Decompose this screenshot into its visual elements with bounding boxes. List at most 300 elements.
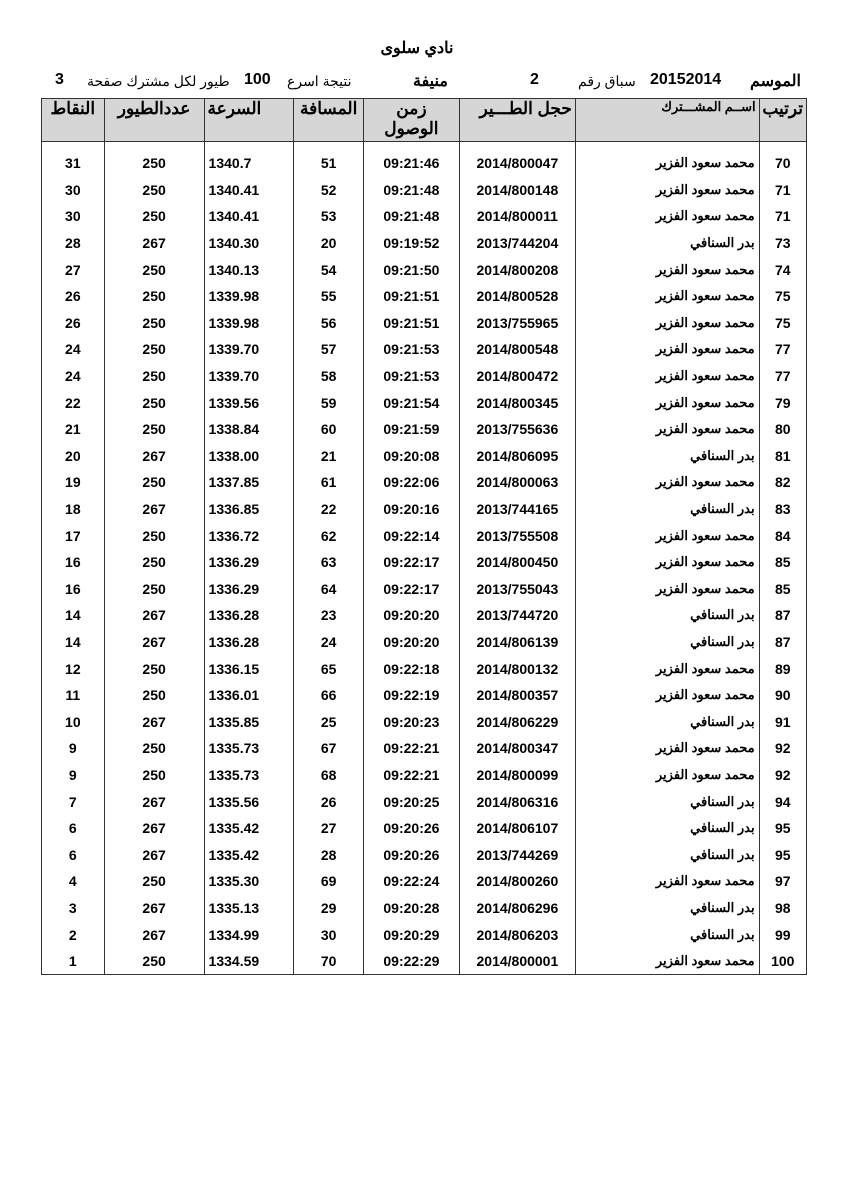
cell-rank: 74 — [759, 256, 806, 283]
cell-points: 12 — [42, 655, 105, 682]
cell-name: محمد سعود الفزير — [575, 762, 759, 789]
cell-birds: 267 — [104, 788, 204, 815]
cell-time: 09:22:17 — [363, 549, 459, 576]
cell-speed: 1335.73 — [204, 735, 294, 762]
cell-name: بدر السنافي — [575, 443, 759, 470]
cell-speed: 1336.29 — [204, 549, 294, 576]
cell-name: محمد سعود الفزير — [575, 948, 759, 975]
cell-ring: 2014/806095 — [459, 443, 575, 470]
cell-name: محمد سعود الفزير — [575, 655, 759, 682]
cell-points: 10 — [42, 708, 105, 735]
cell-rank: 97 — [759, 868, 806, 895]
cell-ring: 2014/800148 — [459, 177, 575, 204]
cell-points: 6 — [42, 841, 105, 868]
cell-name: محمد سعود الفزير — [575, 522, 759, 549]
cell-birds: 250 — [104, 416, 204, 443]
cell-time: 09:21:48 — [363, 177, 459, 204]
table-row — [42, 416, 807, 443]
cell-name: محمد سعود الفزير — [575, 549, 759, 576]
table-row — [42, 496, 807, 523]
cell-speed: 1336.15 — [204, 655, 294, 682]
cell-name: محمد سعود الفزير — [575, 576, 759, 603]
cell-points: 3 — [42, 895, 105, 922]
cell-name: بدر السنافي — [575, 788, 759, 815]
cell-distance: 61 — [294, 469, 364, 496]
cell-ring: 2014/800347 — [459, 735, 575, 762]
cell-ring: 2014/800528 — [459, 283, 575, 310]
table-row — [42, 868, 807, 895]
col-header-points: النقاط — [42, 99, 105, 142]
cell-time: 09:22:29 — [363, 948, 459, 975]
cell-birds: 250 — [104, 283, 204, 310]
cell-name: بدر السنافي — [575, 815, 759, 842]
cell-rank: 71 — [759, 203, 806, 230]
table-row — [42, 549, 807, 576]
cell-speed: 1339.56 — [204, 389, 294, 416]
cell-time: 09:19:52 — [363, 230, 459, 257]
cell-speed: 1336.01 — [204, 682, 294, 709]
cell-time: 09:20:26 — [363, 841, 459, 868]
cell-name: محمد سعود الفزير — [575, 868, 759, 895]
cell-ring: 2014/800063 — [459, 469, 575, 496]
cell-speed: 1339.98 — [204, 310, 294, 337]
cell-rank: 77 — [759, 336, 806, 363]
cell-rank: 95 — [759, 815, 806, 842]
table-row — [42, 762, 807, 789]
cell-time: 09:22:14 — [363, 522, 459, 549]
cell-speed: 1337.85 — [204, 469, 294, 496]
cell-name: محمد سعود الفزير — [575, 389, 759, 416]
cell-time: 09:20:20 — [363, 629, 459, 656]
cell-rank: 71 — [759, 177, 806, 204]
cell-distance: 27 — [294, 815, 364, 842]
cell-points: 11 — [42, 682, 105, 709]
cell-time: 09:20:28 — [363, 895, 459, 922]
cell-rank: 92 — [759, 735, 806, 762]
cell-speed: 1340.41 — [204, 177, 294, 204]
cell-speed: 1340.7 — [204, 150, 294, 177]
cell-birds: 267 — [104, 841, 204, 868]
cell-birds: 250 — [104, 549, 204, 576]
cell-ring: 2013/755043 — [459, 576, 575, 603]
cell-distance: 67 — [294, 735, 364, 762]
cell-distance: 29 — [294, 895, 364, 922]
cell-name: محمد سعود الفزير — [575, 469, 759, 496]
cell-name: بدر السنافي — [575, 602, 759, 629]
cell-birds: 250 — [104, 576, 204, 603]
table-row — [42, 921, 807, 948]
cell-speed: 1335.56 — [204, 788, 294, 815]
cell-name: محمد سعود الفزير — [575, 203, 759, 230]
cell-distance: 69 — [294, 868, 364, 895]
cell-ring: 2013/744204 — [459, 230, 575, 257]
cell-rank: 77 — [759, 363, 806, 390]
cell-distance: 52 — [294, 177, 364, 204]
cell-name: بدر السنافي — [575, 921, 759, 948]
cell-points: 19 — [42, 469, 105, 496]
cell-points: 2 — [42, 921, 105, 948]
cell-speed: 1336.85 — [204, 496, 294, 523]
cell-points: 28 — [42, 230, 105, 257]
cell-time: 09:22:21 — [363, 762, 459, 789]
cell-birds: 267 — [104, 496, 204, 523]
race-number: 2 — [530, 71, 539, 88]
cell-time: 09:20:29 — [363, 921, 459, 948]
cell-ring: 2013/755508 — [459, 522, 575, 549]
col-header-distance: المسافة — [294, 99, 364, 142]
table-row — [42, 150, 807, 177]
cell-distance: 25 — [294, 708, 364, 735]
season-label: الموسم — [750, 73, 801, 90]
cell-rank: 91 — [759, 708, 806, 735]
cell-birds: 267 — [104, 230, 204, 257]
table-row — [42, 815, 807, 842]
cell-distance: 65 — [294, 655, 364, 682]
cell-distance: 51 — [294, 150, 364, 177]
cell-speed: 1340.41 — [204, 203, 294, 230]
cell-birds: 250 — [104, 868, 204, 895]
season-value: 20152014 — [650, 71, 722, 88]
cell-speed: 1335.85 — [204, 708, 294, 735]
cell-speed: 1334.99 — [204, 921, 294, 948]
cell-name: محمد سعود الفزير — [575, 682, 759, 709]
col-header-time: زمن الوصول — [363, 99, 459, 142]
cell-speed: 1336.29 — [204, 576, 294, 603]
cell-time: 09:20:26 — [363, 815, 459, 842]
cell-ring: 2014/806316 — [459, 788, 575, 815]
cell-speed: 1336.28 — [204, 629, 294, 656]
cell-birds: 267 — [104, 921, 204, 948]
cell-time: 09:21:48 — [363, 203, 459, 230]
cell-name: محمد سعود الفزير — [575, 416, 759, 443]
cell-rank: 99 — [759, 921, 806, 948]
cell-birds: 267 — [104, 708, 204, 735]
cell-rank: 87 — [759, 629, 806, 656]
cell-rank: 100 — [759, 948, 806, 975]
cell-distance: 53 — [294, 203, 364, 230]
cell-points: 6 — [42, 815, 105, 842]
cell-birds: 250 — [104, 150, 204, 177]
cell-time: 09:21:51 — [363, 310, 459, 337]
cell-distance: 26 — [294, 788, 364, 815]
cell-distance: 56 — [294, 310, 364, 337]
cell-points: 24 — [42, 336, 105, 363]
cell-name: محمد سعود الفزير — [575, 336, 759, 363]
cell-rank: 92 — [759, 762, 806, 789]
table-row — [42, 735, 807, 762]
cell-ring: 2014/800001 — [459, 948, 575, 975]
race-location: منيفة — [413, 73, 448, 90]
cell-name: محمد سعود الفزير — [575, 150, 759, 177]
cell-birds: 250 — [104, 735, 204, 762]
club-title: نادي سلوى — [380, 40, 454, 57]
cell-points: 9 — [42, 735, 105, 762]
cell-time: 09:21:54 — [363, 389, 459, 416]
cell-points: 1 — [42, 948, 105, 975]
table-row — [42, 203, 807, 230]
cell-points: 30 — [42, 177, 105, 204]
cell-distance: 21 — [294, 443, 364, 470]
cell-speed: 1339.98 — [204, 283, 294, 310]
cell-time: 09:21:53 — [363, 336, 459, 363]
cell-name: محمد سعود الفزير — [575, 283, 759, 310]
table-row — [42, 576, 807, 603]
cell-speed: 1336.28 — [204, 602, 294, 629]
per-participant-label: طيور لكل مشترك صفحة — [87, 73, 230, 89]
table-row — [42, 443, 807, 470]
cell-rank: 85 — [759, 549, 806, 576]
cell-ring: 2013/744269 — [459, 841, 575, 868]
cell-rank: 75 — [759, 283, 806, 310]
cell-rank: 89 — [759, 655, 806, 682]
cell-time: 09:20:16 — [363, 496, 459, 523]
col-header-ring: حجل الطـــير — [459, 99, 575, 142]
col-header-name: اســم المشـــترك — [575, 99, 759, 142]
cell-distance: 63 — [294, 549, 364, 576]
cell-time: 09:21:50 — [363, 256, 459, 283]
cell-speed: 1334.59 — [204, 948, 294, 975]
table-row — [42, 682, 807, 709]
cell-distance: 59 — [294, 389, 364, 416]
cell-name: بدر السنافي — [575, 841, 759, 868]
cell-rank: 82 — [759, 469, 806, 496]
header-spacer — [42, 142, 807, 151]
cell-rank: 81 — [759, 443, 806, 470]
cell-points: 21 — [42, 416, 105, 443]
cell-distance: 23 — [294, 602, 364, 629]
table-row — [42, 602, 807, 629]
table-row — [42, 788, 807, 815]
cell-rank: 80 — [759, 416, 806, 443]
cell-distance: 28 — [294, 841, 364, 868]
cell-name: محمد سعود الفزير — [575, 363, 759, 390]
cell-rank: 94 — [759, 788, 806, 815]
cell-name: محمد سعود الفزير — [575, 310, 759, 337]
cell-name: بدر السنافي — [575, 496, 759, 523]
cell-birds: 250 — [104, 389, 204, 416]
table-row — [42, 522, 807, 549]
cell-points: 30 — [42, 203, 105, 230]
cell-distance: 30 — [294, 921, 364, 948]
cell-distance: 64 — [294, 576, 364, 603]
cell-ring: 2014/800208 — [459, 256, 575, 283]
cell-rank: 98 — [759, 895, 806, 922]
cell-birds: 250 — [104, 336, 204, 363]
table-row — [42, 256, 807, 283]
cell-ring: 2014/800132 — [459, 655, 575, 682]
cell-name: بدر السنافي — [575, 629, 759, 656]
table-header-row — [42, 99, 807, 142]
cell-time: 09:20:23 — [363, 708, 459, 735]
cell-time: 09:22:24 — [363, 868, 459, 895]
cell-name: بدر السنافي — [575, 708, 759, 735]
cell-rank: 90 — [759, 682, 806, 709]
cell-ring: 2014/800099 — [459, 762, 575, 789]
cell-points: 20 — [42, 443, 105, 470]
cell-points: 16 — [42, 549, 105, 576]
cell-rank: 83 — [759, 496, 806, 523]
cell-name: بدر السنافي — [575, 895, 759, 922]
cell-ring: 2014/800260 — [459, 868, 575, 895]
cell-name: محمد سعود الفزير — [575, 735, 759, 762]
cell-time: 09:22:21 — [363, 735, 459, 762]
cell-birds: 250 — [104, 762, 204, 789]
cell-distance: 24 — [294, 629, 364, 656]
cell-ring: 2014/806107 — [459, 815, 575, 842]
cell-points: 26 — [42, 283, 105, 310]
table-row — [42, 895, 807, 922]
cell-ring: 2014/800548 — [459, 336, 575, 363]
cell-birds: 250 — [104, 655, 204, 682]
cell-speed: 1339.70 — [204, 363, 294, 390]
table-row — [42, 310, 807, 337]
cell-speed: 1339.70 — [204, 336, 294, 363]
cell-ring: 2014/806229 — [459, 708, 575, 735]
cell-points: 22 — [42, 389, 105, 416]
table-row — [42, 948, 807, 975]
cell-speed: 1338.00 — [204, 443, 294, 470]
table-row — [42, 655, 807, 682]
cell-time: 09:21:51 — [363, 283, 459, 310]
cell-birds: 250 — [104, 203, 204, 230]
cell-birds: 250 — [104, 256, 204, 283]
col-header-birds: عددالطيور — [104, 99, 204, 142]
cell-ring: 2013/744165 — [459, 496, 575, 523]
cell-points: 16 — [42, 576, 105, 603]
race-label: سباق رقم — [578, 73, 636, 89]
result-count: 100 — [244, 71, 271, 88]
results-table — [41, 98, 807, 975]
cell-rank: 85 — [759, 576, 806, 603]
cell-birds: 267 — [104, 443, 204, 470]
cell-name: بدر السنافي — [575, 230, 759, 257]
cell-distance: 60 — [294, 416, 364, 443]
table-row — [42, 230, 807, 257]
cell-time: 09:21:53 — [363, 363, 459, 390]
cell-time: 09:21:46 — [363, 150, 459, 177]
cell-ring: 2013/744720 — [459, 602, 575, 629]
cell-speed: 1335.13 — [204, 895, 294, 922]
cell-distance: 55 — [294, 283, 364, 310]
cell-ring: 2014/800047 — [459, 150, 575, 177]
cell-ring: 2014/800450 — [459, 549, 575, 576]
cell-rank: 95 — [759, 841, 806, 868]
table-row — [42, 841, 807, 868]
table-row — [42, 336, 807, 363]
col-header-rank: ترتيب — [759, 99, 806, 142]
table-row — [42, 389, 807, 416]
table-row — [42, 469, 807, 496]
cell-birds: 250 — [104, 948, 204, 975]
cell-points: 27 — [42, 256, 105, 283]
cell-ring: 2014/800472 — [459, 363, 575, 390]
cell-distance: 54 — [294, 256, 364, 283]
cell-birds: 267 — [104, 602, 204, 629]
cell-time: 09:22:19 — [363, 682, 459, 709]
cell-points: 9 — [42, 762, 105, 789]
cell-rank: 75 — [759, 310, 806, 337]
cell-speed: 1335.42 — [204, 841, 294, 868]
cell-distance: 57 — [294, 336, 364, 363]
cell-speed: 1335.73 — [204, 762, 294, 789]
cell-speed: 1335.42 — [204, 815, 294, 842]
cell-points: 26 — [42, 310, 105, 337]
cell-birds: 250 — [104, 522, 204, 549]
cell-ring: 2014/800357 — [459, 682, 575, 709]
cell-time: 09:21:59 — [363, 416, 459, 443]
cell-rank: 73 — [759, 230, 806, 257]
cell-distance: 70 — [294, 948, 364, 975]
cell-birds: 250 — [104, 177, 204, 204]
cell-speed: 1340.30 — [204, 230, 294, 257]
table-row — [42, 629, 807, 656]
cell-birds: 267 — [104, 629, 204, 656]
cell-ring: 2014/800011 — [459, 203, 575, 230]
cell-points: 4 — [42, 868, 105, 895]
cell-rank: 79 — [759, 389, 806, 416]
col-header-speed: السرعة — [204, 99, 294, 142]
cell-points: 14 — [42, 602, 105, 629]
cell-birds: 267 — [104, 895, 204, 922]
cell-rank: 70 — [759, 150, 806, 177]
cell-ring: 2013/755965 — [459, 310, 575, 337]
cell-points: 14 — [42, 629, 105, 656]
cell-speed: 1336.72 — [204, 522, 294, 549]
table-row — [42, 363, 807, 390]
cell-name: محمد سعود الفزير — [575, 256, 759, 283]
cell-birds: 250 — [104, 310, 204, 337]
cell-time: 09:22:17 — [363, 576, 459, 603]
cell-speed: 1340.13 — [204, 256, 294, 283]
cell-time: 09:20:20 — [363, 602, 459, 629]
cell-ring: 2014/806139 — [459, 629, 575, 656]
page-number: 3 — [55, 71, 64, 88]
cell-name: محمد سعود الفزير — [575, 177, 759, 204]
table-row — [42, 283, 807, 310]
cell-time: 09:22:18 — [363, 655, 459, 682]
cell-birds: 250 — [104, 469, 204, 496]
cell-points: 18 — [42, 496, 105, 523]
table-row — [42, 177, 807, 204]
cell-rank: 84 — [759, 522, 806, 549]
cell-speed: 1335.30 — [204, 868, 294, 895]
cell-birds: 250 — [104, 363, 204, 390]
cell-points: 24 — [42, 363, 105, 390]
cell-time: 09:20:25 — [363, 788, 459, 815]
cell-distance: 58 — [294, 363, 364, 390]
cell-points: 17 — [42, 522, 105, 549]
cell-time: 09:22:06 — [363, 469, 459, 496]
result-label: نتيجة اسرع — [287, 73, 352, 89]
cell-distance: 68 — [294, 762, 364, 789]
cell-points: 31 — [42, 150, 105, 177]
cell-birds: 250 — [104, 682, 204, 709]
cell-time: 09:20:08 — [363, 443, 459, 470]
table-row — [42, 708, 807, 735]
cell-birds: 267 — [104, 815, 204, 842]
cell-distance: 62 — [294, 522, 364, 549]
cell-ring: 2014/806296 — [459, 895, 575, 922]
cell-distance: 22 — [294, 496, 364, 523]
cell-distance: 20 — [294, 230, 364, 257]
cell-speed: 1338.84 — [204, 416, 294, 443]
cell-points: 7 — [42, 788, 105, 815]
cell-rank: 87 — [759, 602, 806, 629]
cell-distance: 66 — [294, 682, 364, 709]
cell-ring: 2013/755636 — [459, 416, 575, 443]
cell-ring: 2014/800345 — [459, 389, 575, 416]
cell-ring: 2014/806203 — [459, 921, 575, 948]
